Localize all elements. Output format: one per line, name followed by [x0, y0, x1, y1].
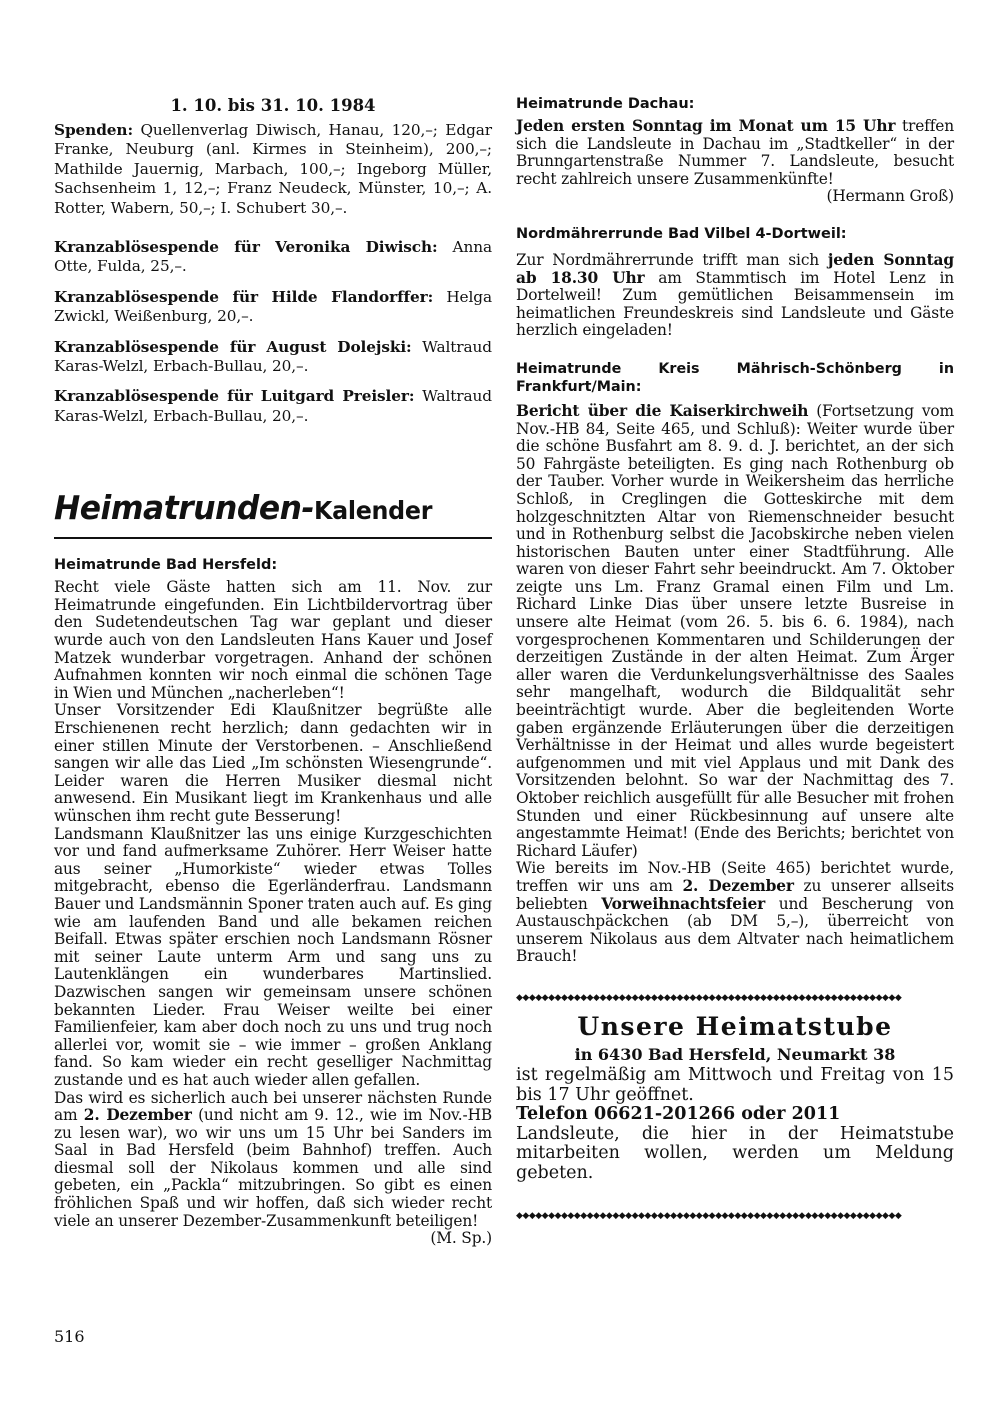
vilbel-bold: jeden Sonntag ab 18.30 Uhr — [516, 250, 954, 287]
kranz-label: Kranzablösespende für Veronika Diwisch: — [54, 238, 438, 257]
frankfurt-heading — [516, 360, 954, 397]
heimatstube-call: Landsleute, die hier in der Heimatstube mitarbeiten wollen, werden um Meldung gebeten. — [516, 1123, 954, 1183]
dachau-paragraph — [516, 118, 954, 188]
kranz-text: Waltraud Karas-Welzl, Erbach-Bullau, 20,–. — [54, 337, 492, 376]
vorweihnacht-text-c: und Bescherung von Austauschpäckchen (ab DM 5,–), überreicht von unserem Nikolaus aus dem Altvater nach heimatlichem Brauch! — [516, 894, 954, 966]
hersfeld-p4-text-b: (und nicht am 9. 12., wie im Nov.-HB zu lesen war), wo wir uns um 15 Uhr bei Sanders im Saal in Bad Hersfeld (beim Bahnhof) treffen. Auch diesmal soll der Nikolaus kommen und alle sind gebeten, ein „Packla“ mitzubringen. So gibt es einen fröhlichen Spaß und wir hoffen, daß sich wieder recht viele an unserer Dezember-Zusammenkunft beteiligen! — [54, 1106, 493, 1230]
hersfeld-paragraph-4 — [54, 1088, 493, 1248]
vilbel-text-a: Zur Nordmährerrunde trifft man sich — [516, 250, 820, 269]
hersfeld-paragraph-1: Recht viele Gäste hatten sich am 11. Nov. zur Heimatrunde eingefunden. Ein Lichtbildervortrag über den Sudetendeutschen Tag war geplant und dieser wurde auch von den Landsleuten Hans Kauer und Josef Matzek wunderbar vorgetragen. Anhand der schönen Aufnahmen konnten wir noch einmal die schönen Tage in Wien und München „nacherleben“! — [54, 578, 492, 702]
hersfeld-p4-text-a: Das wird es sicherlich auch bei unserer nächsten Runde am — [54, 1088, 492, 1125]
kranz-paragraph — [54, 288, 492, 327]
frankfurt-heading-line-1: Heimatrunde Kreis Mährisch-Schönberg in — [516, 360, 954, 377]
kalender-title-main: Heimatrunden- — [54, 488, 315, 528]
right-column — [516, 96, 954, 1222]
heimatstube-phone-number: Telefon 06621-201266 oder 2011 — [516, 1104, 841, 1125]
vorweihnacht-bold: Vorweihnachtsfeier — [601, 894, 766, 913]
vorweihnacht-text-a: Wie bereits im Nov.-HB (Seite 465) berichtet wurde, treffen wir uns am — [516, 859, 954, 895]
heimatstube-box — [516, 1010, 954, 1066]
vorweihnacht-date: 2. Dezember — [682, 876, 794, 895]
kaiserkirchweih-text: (Fortsetzung vom Nov.-HB 84, Seite 465, und Schluß): Weiter wurde über die schöne Busfahrt am 8. 9. d. J. berichtet, an der sich 50 Fahrgäste beteiligten. Es ging nach Rothenburg ob der Tauber. Vorher wurde in Weikersheim das herrliche Schloß, in Creglingen die Gotteskirche mit dem holzgeschnitzten Altar von Riemenschneider besucht und in Rothenburg selbst die Jacobskirche neben vielen historischen Bauten unter einer Stadtführung. Alle waren von dieser Fahrt sehr beeindruckt. Am 7. Oktober zeigte uns Lm. Franz Gramal einen Film und Lm. Richard Linke Dias über unsere letzte Busreise in unsere alte Heimat (vom 26. 5. bis 6. 6. 1984), nach vorgesprochenen Kommentaren und Schilderungen der derzeitigen Zustände in der alten Heimat. Zum Ärger aller waren die Verdunkelungsverhältnisse des Saales sehr mangelhaft, wodurch die Bildqualität sehr beeinträchtigt wurde. Aber die begleitenden Worte gaben ergänzende Erläuterungen über die derzeitigen Verhältnisse in der Heimat und alles wurde begeistert aufgenommen und mit viel Applaus und mit Dank des Vorsitzenden belohnt. So war der Nachmittag des 7. Oktober reichlich ausgefüllt für alle Besucher mit frohen Stunden und einer Rückbesinnung auf unsere alte angestammte Heimat! (Ende des Berichts; berichtet von Richard Läufer) — [516, 401, 954, 860]
kranz-paragraph — [54, 387, 492, 426]
vilbel-paragraph — [516, 252, 954, 340]
spenden-paragraph — [54, 121, 492, 218]
kranz-paragraph — [54, 238, 492, 277]
dachau-bold: Jeden ersten Sonntag im Monat um 15 Uhr — [516, 117, 896, 135]
kalender-title-suffix: Kalender — [314, 496, 433, 526]
kranz-label: Kranzablösespende für Luitgard Preisler: — [54, 387, 415, 406]
kranz-label: Kranzablösespende für Hilde Flandorffer: — [54, 287, 434, 306]
heimatstube-phone — [516, 1105, 954, 1125]
page-number: 516 — [54, 1327, 85, 1346]
vilbel-heading: Nordmährerrunde Bad Vilbel 4-Dortweil: — [516, 225, 847, 242]
heimatstube-address: in 6430 Bad Hersfeld, Neumarkt 38 — [574, 1044, 896, 1064]
kranz-label: Kranzablösespende für August Dolejski: — [54, 337, 412, 356]
dachau-signature: (Hermann Groß) — [826, 187, 954, 206]
dachau-text: treffen sich die Landsleute in Dachau im „Stadtkeller“ in der Brunngartenstraße Nummer 7. Landsleute, besucht recht zahlreich unsere Zusammenkünfte! — [516, 117, 954, 188]
spenden-label: Spenden: — [54, 121, 133, 139]
kranz-text: Anna Otte, Fulda, 25,–. — [54, 238, 492, 276]
diamond-divider-bottom: ◆◆◆◆◆◆◆◆◆◆◆◆◆◆◆◆◆◆◆◆◆◆◆◆◆◆◆◆◆◆◆◆◆◆◆◆◆◆◆◆◆◆◆◆◆◆◆◆◆◆◆◆◆◆◆◆◆◆◆◆ — [516, 1210, 902, 1221]
frankfurt-heading-line-2: Frankfurt/Main: — [516, 379, 642, 396]
hersfeld-paragraph-3: Landsmann Klaußnitzer las uns einige Kurzgeschichten vor und fand aufmerksame Zuhörer. Herr Weiser hatte aus seiner „Humorkiste“ wieder etwas Tolles mitgebracht, ebenso die Egerländerfrau. Landsmann Bauer und Landsmännin Sponer traten auch auf. Es ging wie am laufenden Band und alle bekamen reichen Beifall. Etwas später erschien noch Landsmann Rösner mit seiner Laute unterm Arm und sang uns zu Lautenklängen ein wunderbares Martinslied. Dazwischen sangen wir gemeinsam unsere schönen bekannten Lieder. Frau Weiser weilte bei einer Familienfeier, kam aber doch noch zu uns und trug noch allerlei vor, womit sie – wie immer – großen Anklang fand. So kam wieder ein recht geselliger Nachmittag zustande und es hat auch wieder allen gefallen. — [54, 824, 492, 1089]
kalender-banner — [54, 488, 492, 539]
kranz-text: Waltraud Karas-Welzl, Erbach-Bullau, 20,–. — [54, 387, 492, 425]
dachau-heading: Heimatrunde Dachau: — [516, 96, 695, 112]
heimatstube-hours: ist regelmäßig am Mittwoch und Freitag von 15 bis 17 Uhr geöffnet. — [516, 1064, 954, 1105]
heimatstube-title: Unsere Heimatstube — [577, 1011, 893, 1041]
date-range-heading: 1. 10. bis 31. 10. 1984 — [170, 96, 376, 115]
hersfeld-signature: (M. Sp.) — [430, 1229, 492, 1248]
hersfeld-heading: Heimatrunde Bad Hersfeld: — [54, 557, 278, 574]
kaiserkirchweih-paragraph — [516, 403, 954, 860]
kalender-title — [54, 488, 470, 531]
diamond-divider-top: ◆◆◆◆◆◆◆◆◆◆◆◆◆◆◆◆◆◆◆◆◆◆◆◆◆◆◆◆◆◆◆◆◆◆◆◆◆◆◆◆◆◆◆◆◆◆◆◆◆◆◆◆◆◆◆◆◆◆◆◆ — [516, 992, 902, 1003]
left-column — [54, 96, 492, 1248]
kaiserkirchweih-bold: Bericht über die Kaiserkirchweih — [516, 401, 809, 420]
hersfeld-p4-date: 2. Dezember — [83, 1106, 192, 1125]
kranz-paragraph — [54, 338, 492, 377]
vorweihnacht-text-b: zu unserer allseits beliebten — [516, 876, 954, 913]
hersfeld-paragraph-2: Unser Vorsitzender Edi Klaußnitzer begrüßte alle Erschienenen recht herzlich; dann gedachten wir in einer stillen Minute der Verstorbenen. – Anschließend sangen wir alle das Lied „Im schönsten Wiesengrunde“. Leider waren die Herren Musiker diesmal nicht anwesend. Ein Musikant liegt im Krankenhaus und alle wünschen ihm recht gute Besserung! — [54, 701, 492, 825]
spenden-text: Quellenverlag Diwisch, Hanau, 120,–; Edgar Franke, Neuburg (anl. Kirmes in Steinheim), 200,–; Mathilde Jauernig, Marbach, 100,–; Ingeborg Müller, Sachsenheim 1, 12,–; Franz Neudeck, Münster, 10,–; A. Rotter, Wabern, 50,–; I. Schubert 30,–. — [54, 121, 492, 217]
kranz-text: Helga Zwickl, Weißenburg, 20,–. — [54, 287, 493, 326]
vorweihnacht-paragraph — [516, 860, 954, 966]
vilbel-text-b: am Stammtisch im Hotel Lenz in Dortelweil! Zum gemütlichen Beisammensein im heimatlichen Freundeskreis sind Landsleute und Gäste herzlich eingeladen! — [516, 268, 954, 340]
